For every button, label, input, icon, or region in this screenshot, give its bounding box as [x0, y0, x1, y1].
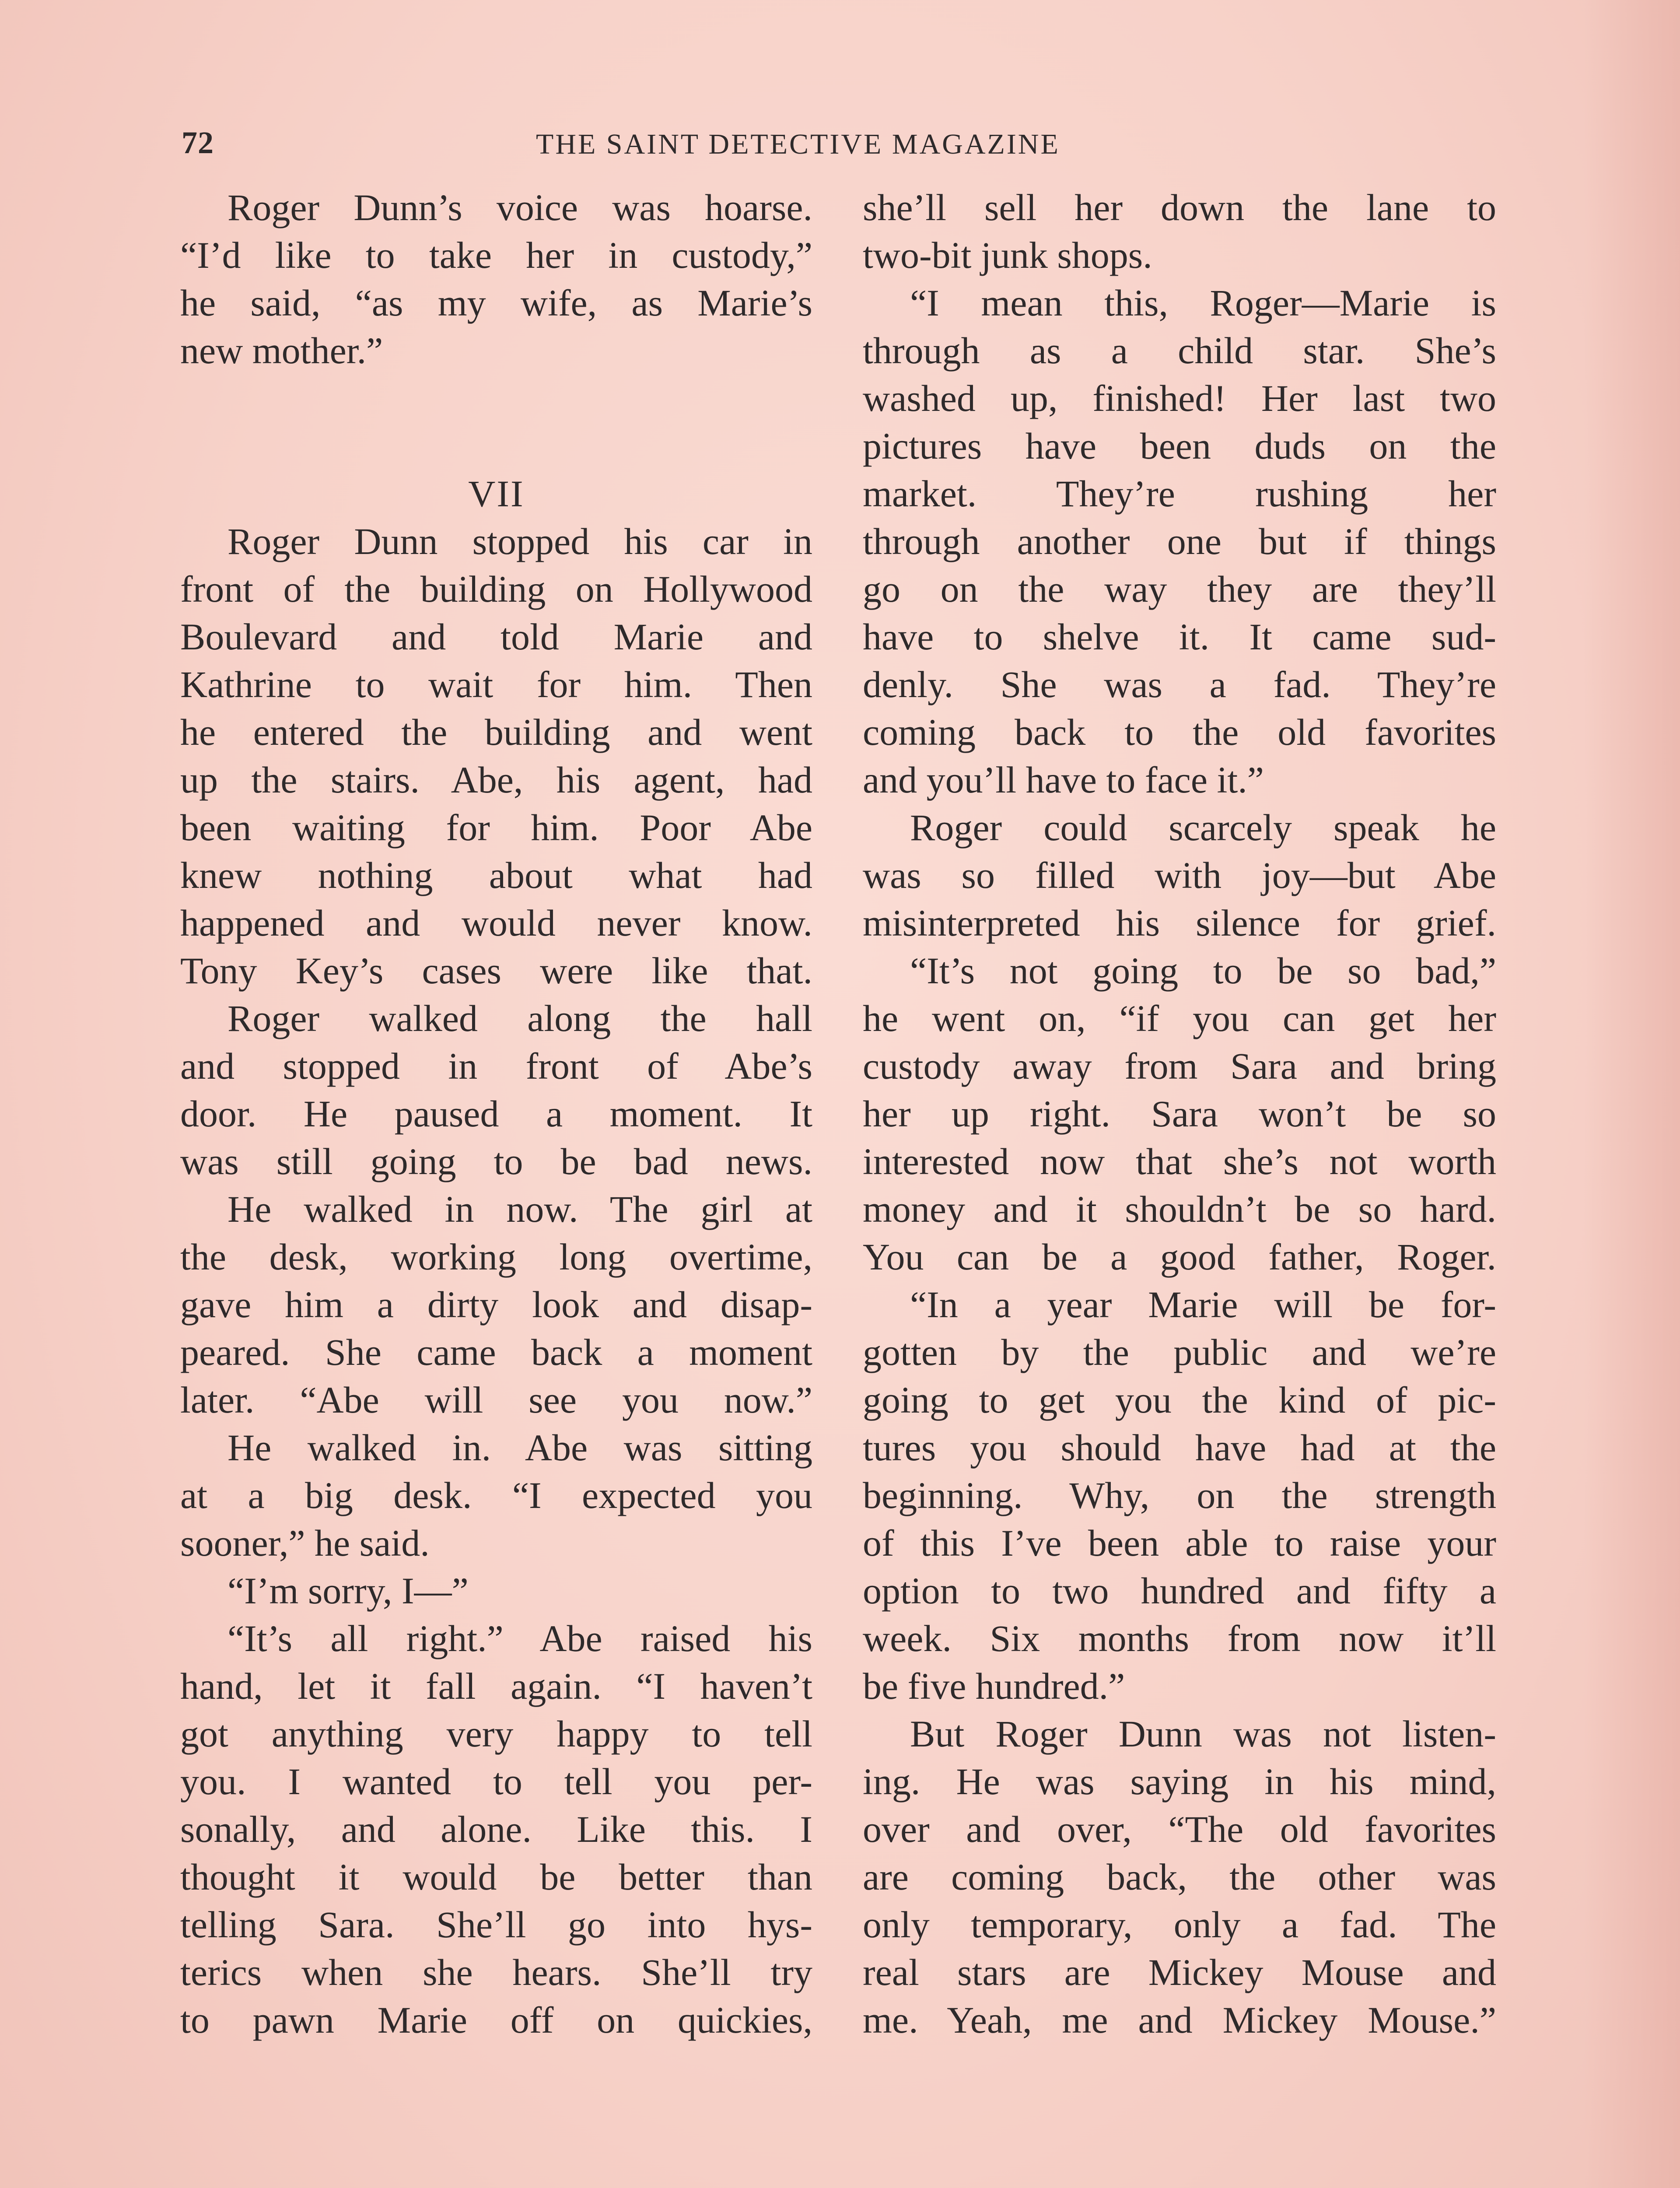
text-line: thought it would be better than — [180, 1856, 812, 1898]
text-line: through another one but if things — [863, 520, 1496, 562]
chapter-heading: VII — [468, 473, 525, 515]
text-line: ing. He was saying in his mind, — [863, 1760, 1496, 1802]
section-gap — [180, 375, 812, 470]
text-line: gave him a dirty look and disap- — [180, 1283, 812, 1325]
text-line: only temporary, only a fad. The — [863, 1904, 1496, 1946]
text-line: over and over, “The old favorites — [863, 1808, 1496, 1850]
text-line: telling Sara. She’ll go into hys- — [180, 1904, 812, 1946]
text-line: to pawn Marie off on quickies, — [180, 1999, 812, 2041]
text-line: “I’d like to take her in custody,” — [180, 234, 812, 276]
text-line: he said, “as my wife, as Marie’s — [180, 282, 812, 324]
text-line: washed up, finished! Her last two — [863, 377, 1496, 419]
text-line: me. Yeah, me and Mickey Mouse.” — [863, 1999, 1496, 2041]
text-line: real stars are Mickey Mouse and — [863, 1951, 1496, 1993]
text-line: was still going to be bad news. — [180, 1140, 812, 1182]
text-line: have to shelve it. It came sud- — [863, 616, 1496, 658]
text-line: Roger could scarcely speak he — [910, 806, 1496, 849]
text-line: You can be a good father, Roger. — [863, 1236, 1496, 1278]
text-line: He walked in now. The girl at — [228, 1188, 812, 1230]
running-head: THE SAINT DETECTIVE MAGAZINE — [536, 128, 1060, 160]
text-line: he went on, “if you can get her — [863, 997, 1496, 1039]
text-line: be five hundred.” — [863, 1665, 1125, 1707]
text-line: and stopped in front of Abe’s — [180, 1045, 812, 1087]
text-line: through as a child star. She’s — [863, 330, 1496, 372]
text-line: got anything very happy to tell — [180, 1713, 812, 1755]
text-line: coming back to the old favorites — [863, 711, 1496, 753]
text-line: hand, let it fall again. “I haven’t — [180, 1665, 812, 1707]
text-line: been waiting for him. Poor Abe — [180, 806, 812, 849]
text-line: happened and would never know. — [180, 902, 812, 944]
text-line: and you’ll have to face it.” — [863, 759, 1264, 801]
text-line: denly. She was a fad. They’re — [863, 663, 1496, 705]
text-line: But Roger Dunn was not listen- — [910, 1713, 1496, 1755]
text-line: sonally, and alone. Like this. I — [180, 1808, 812, 1850]
text-line: front of the building on Hollywood — [180, 568, 812, 610]
text-line: she’ll sell her down the lane to — [863, 186, 1496, 228]
text-line: misinterpreted his silence for grief. — [863, 902, 1496, 944]
text-line: later. “Abe will see you now.” — [180, 1379, 812, 1421]
text-line: at a big desk. “I expected you — [180, 1474, 812, 1516]
text-line: up the stairs. Abe, his agent, had — [180, 759, 812, 801]
text-line: Roger Dunn stopped his car in — [228, 520, 812, 562]
text-line: tures you should have had at the — [863, 1427, 1496, 1469]
text-line: week. Six months from now it’ll — [863, 1617, 1496, 1659]
text-line: money and it shouldn’t be so hard. — [863, 1188, 1496, 1230]
text-line: was so filled with joy—but Abe — [863, 854, 1496, 896]
text-line: he entered the building and went — [180, 711, 812, 753]
text-line: peared. She came back a moment — [180, 1331, 812, 1373]
text-line: Tony Key’s cases were like that. — [180, 950, 812, 992]
text-line: He walked in. Abe was sitting — [228, 1427, 812, 1469]
text-line: “In a year Marie will be for- — [910, 1283, 1496, 1325]
text-line: market. They’re rushing her — [863, 473, 1496, 515]
text-line: new mother.” — [180, 330, 383, 372]
text-line: beginning. Why, on the strength — [863, 1474, 1496, 1516]
text-line: knew nothing about what had — [180, 854, 812, 896]
text-line: sooner,” he said. — [180, 1522, 430, 1564]
text-line: “It’s all right.” Abe raised his — [228, 1617, 812, 1659]
text-line: of this I’ve been able to raise your — [863, 1522, 1496, 1564]
text-line: gotten by the public and we’re — [863, 1331, 1496, 1373]
text-line: interested now that she’s not worth — [863, 1140, 1496, 1182]
text-line: Boulevard and told Marie and — [180, 616, 812, 658]
text-line: Roger walked along the hall — [228, 997, 812, 1039]
text-line: option to two hundred and fifty a — [863, 1570, 1496, 1612]
page-edge-shading — [1584, 0, 1680, 2188]
text-line: going to get you the kind of pic- — [863, 1379, 1496, 1421]
text-line: custody away from Sara and bring — [863, 1045, 1496, 1087]
text-line: door. He paused a moment. It — [180, 1093, 812, 1135]
text-line: Roger Dunn’s voice was hoarse. — [228, 186, 812, 228]
right-column — [863, 184, 1496, 2044]
text-line: two-bit junk shops. — [863, 234, 1152, 276]
text-line: her up right. Sara won’t be so — [863, 1093, 1496, 1135]
text-line: Kathrine to wait for him. Then — [180, 663, 812, 705]
text-line: terics when she hears. She’ll try — [180, 1951, 812, 1993]
text-line: “I mean this, Roger—Marie is — [910, 282, 1496, 324]
text-line: are coming back, the other was — [863, 1856, 1496, 1898]
page-number: 72 — [182, 125, 214, 160]
text-line: you. I wanted to tell you per- — [180, 1760, 812, 1802]
left-column — [180, 184, 812, 2044]
text-line: pictures have been duds on the — [863, 425, 1496, 467]
text-line: “It’s not going to be so bad,” — [910, 950, 1496, 992]
text-line: “I’m sorry, I—” — [228, 1570, 469, 1612]
text-line: the desk, working long overtime, — [180, 1236, 812, 1278]
text-line: go on the way they are they’ll — [863, 568, 1496, 610]
